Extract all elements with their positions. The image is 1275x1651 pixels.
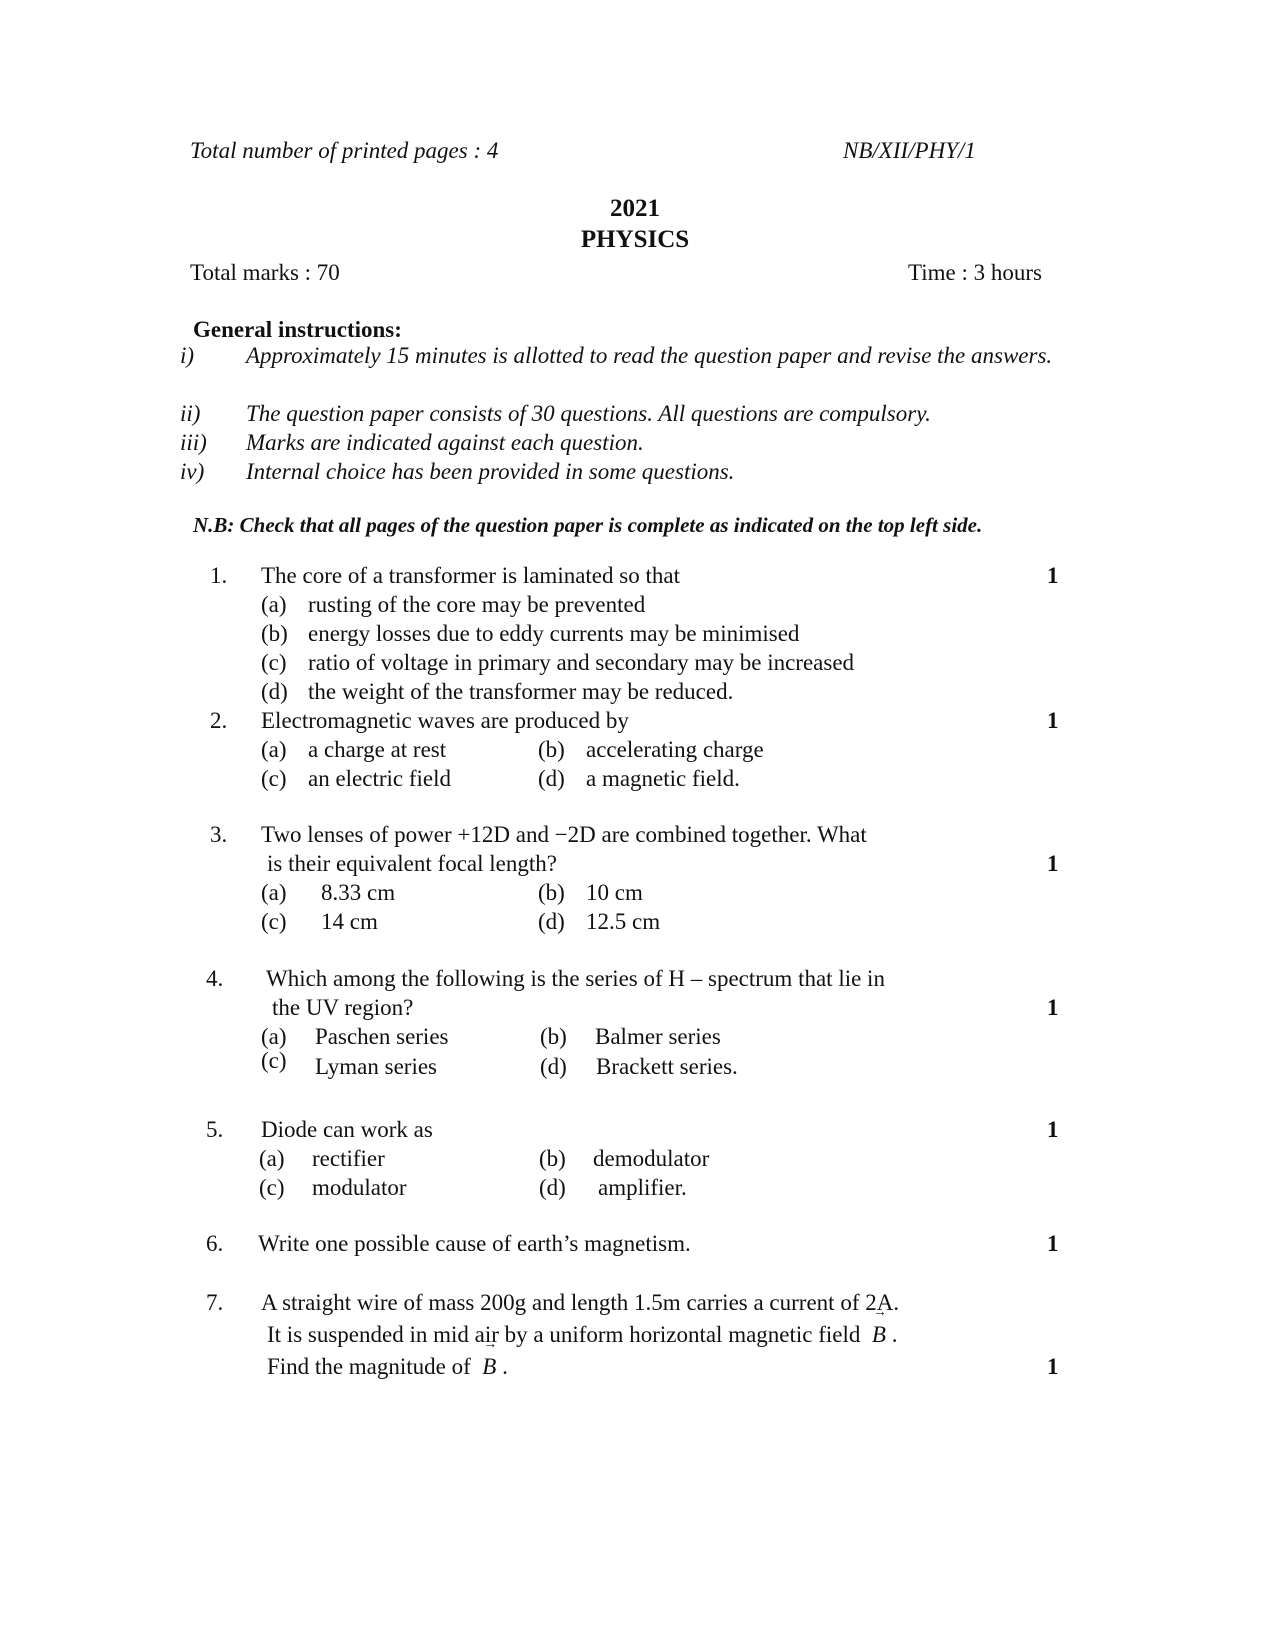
option-d: (d) the weight of the transformer may be reduced. [261, 679, 734, 704]
magnetic-field-vector: → B [482, 1354, 496, 1380]
option-d: (d) a magnetic field. [538, 766, 740, 791]
question-number: 2. [210, 708, 228, 733]
option-d: (d) 12.5 cm [538, 909, 661, 934]
option-a: (a) 8.33 cm [261, 880, 396, 905]
option-b: (b) Balmer series [540, 1024, 721, 1049]
question-text-line-2: It is suspended in mid air by a uniform horizontal magnetic field → B . [267, 1322, 897, 1348]
paper-code: NB/XII/PHY/1 [843, 138, 976, 163]
question-marks: 1 [1047, 1117, 1059, 1142]
question-marks: 1 [1047, 995, 1059, 1020]
pages-note: Total number of printed pages : 4 [190, 138, 499, 163]
option-a: (a) rectifier [259, 1146, 385, 1171]
instruction-number: i) [180, 343, 195, 368]
instruction-text: Internal choice has been provided in some questions. [246, 459, 735, 484]
instruction-item [180, 399, 1080, 428]
nb-note: N.B: Check that all pages of the question paper is complete as indicated on the top left side. [193, 513, 983, 537]
question-marks: 1 [1047, 708, 1059, 733]
question-text-line-1: Two lenses of power +12D and −2D are combined together. What [261, 822, 867, 847]
instruction-item [180, 457, 1080, 486]
magnetic-field-vector: → B [872, 1322, 886, 1348]
question-text-line-1: Which among the following is the series of H – spectrum that lie in [266, 966, 885, 991]
time-allowed: Time : 3 hours [908, 260, 1042, 285]
instruction-text: The question paper consists of 30 questions. All questions are compulsory. [246, 401, 931, 426]
question-text-line-2: is their equivalent focal length? [267, 851, 557, 876]
question-marks: 1 [1047, 851, 1059, 876]
option-a: (a) rusting of the core may be prevented [261, 592, 646, 617]
option-c: (c) Lyman series [261, 1048, 437, 1079]
option-b: (b) demodulator [539, 1146, 710, 1171]
option-a: (a) Paschen series [261, 1024, 449, 1049]
exam-year: 2021 [610, 195, 660, 222]
instruction-number: ii) [180, 401, 201, 426]
option-d: (d) amplifier. [539, 1175, 687, 1200]
instruction-item [180, 428, 1080, 457]
option-c: (c) ratio of voltage in primary and secondary may be increased [261, 650, 855, 675]
instruction-text: Approximately 15 minutes is allotted to read the question paper and revise the answers. [246, 343, 1053, 368]
question-marks: 1 [1047, 563, 1059, 588]
option-c: (c) 14 cm [261, 909, 378, 934]
instructions-heading: General instructions: [193, 317, 402, 342]
question-marks: 1 [1047, 1354, 1059, 1379]
question-number: 4. [206, 966, 224, 991]
total-marks: Total marks : 70 [190, 260, 340, 285]
question-text: Diode can work as [261, 1117, 433, 1142]
question-text-line-1: A straight wire of mass 200g and length 1.5m carries a current of 2A. [261, 1290, 900, 1315]
instruction-item [180, 341, 1080, 399]
option-c: (c) an electric field [261, 766, 452, 791]
option-a: (a) a charge at rest [261, 737, 447, 762]
subject-title: PHYSICS [580, 226, 690, 253]
question-text: The core of a transformer is laminated so that [261, 563, 680, 588]
option-b: (b) 10 cm [538, 880, 643, 905]
question-number: 3. [210, 822, 228, 847]
question-text: Electromagnetic waves are produced by [261, 708, 629, 733]
option-d: (d) Brackett series. [540, 1054, 738, 1079]
question-text: Write one possible cause of earth’s magnetism. [258, 1231, 691, 1256]
question-text-line-2: the UV region? [272, 995, 414, 1020]
question-number: 7. [206, 1290, 224, 1315]
question-number: 5. [206, 1117, 224, 1142]
instruction-text: Marks are indicated against each question. [246, 430, 644, 455]
question-number: 1. [210, 563, 228, 588]
instruction-number: iv) [180, 459, 205, 484]
instruction-number: iii) [180, 430, 207, 455]
option-b: (b) energy losses due to eddy currents may be minimised [261, 621, 800, 646]
question-number: 6. [206, 1231, 224, 1256]
option-c: (c) modulator [259, 1175, 407, 1200]
option-b: (b) accelerating charge [538, 737, 764, 762]
question-text-line-3: Find the magnitude of → B . [267, 1354, 508, 1380]
question-marks: 1 [1047, 1231, 1059, 1256]
